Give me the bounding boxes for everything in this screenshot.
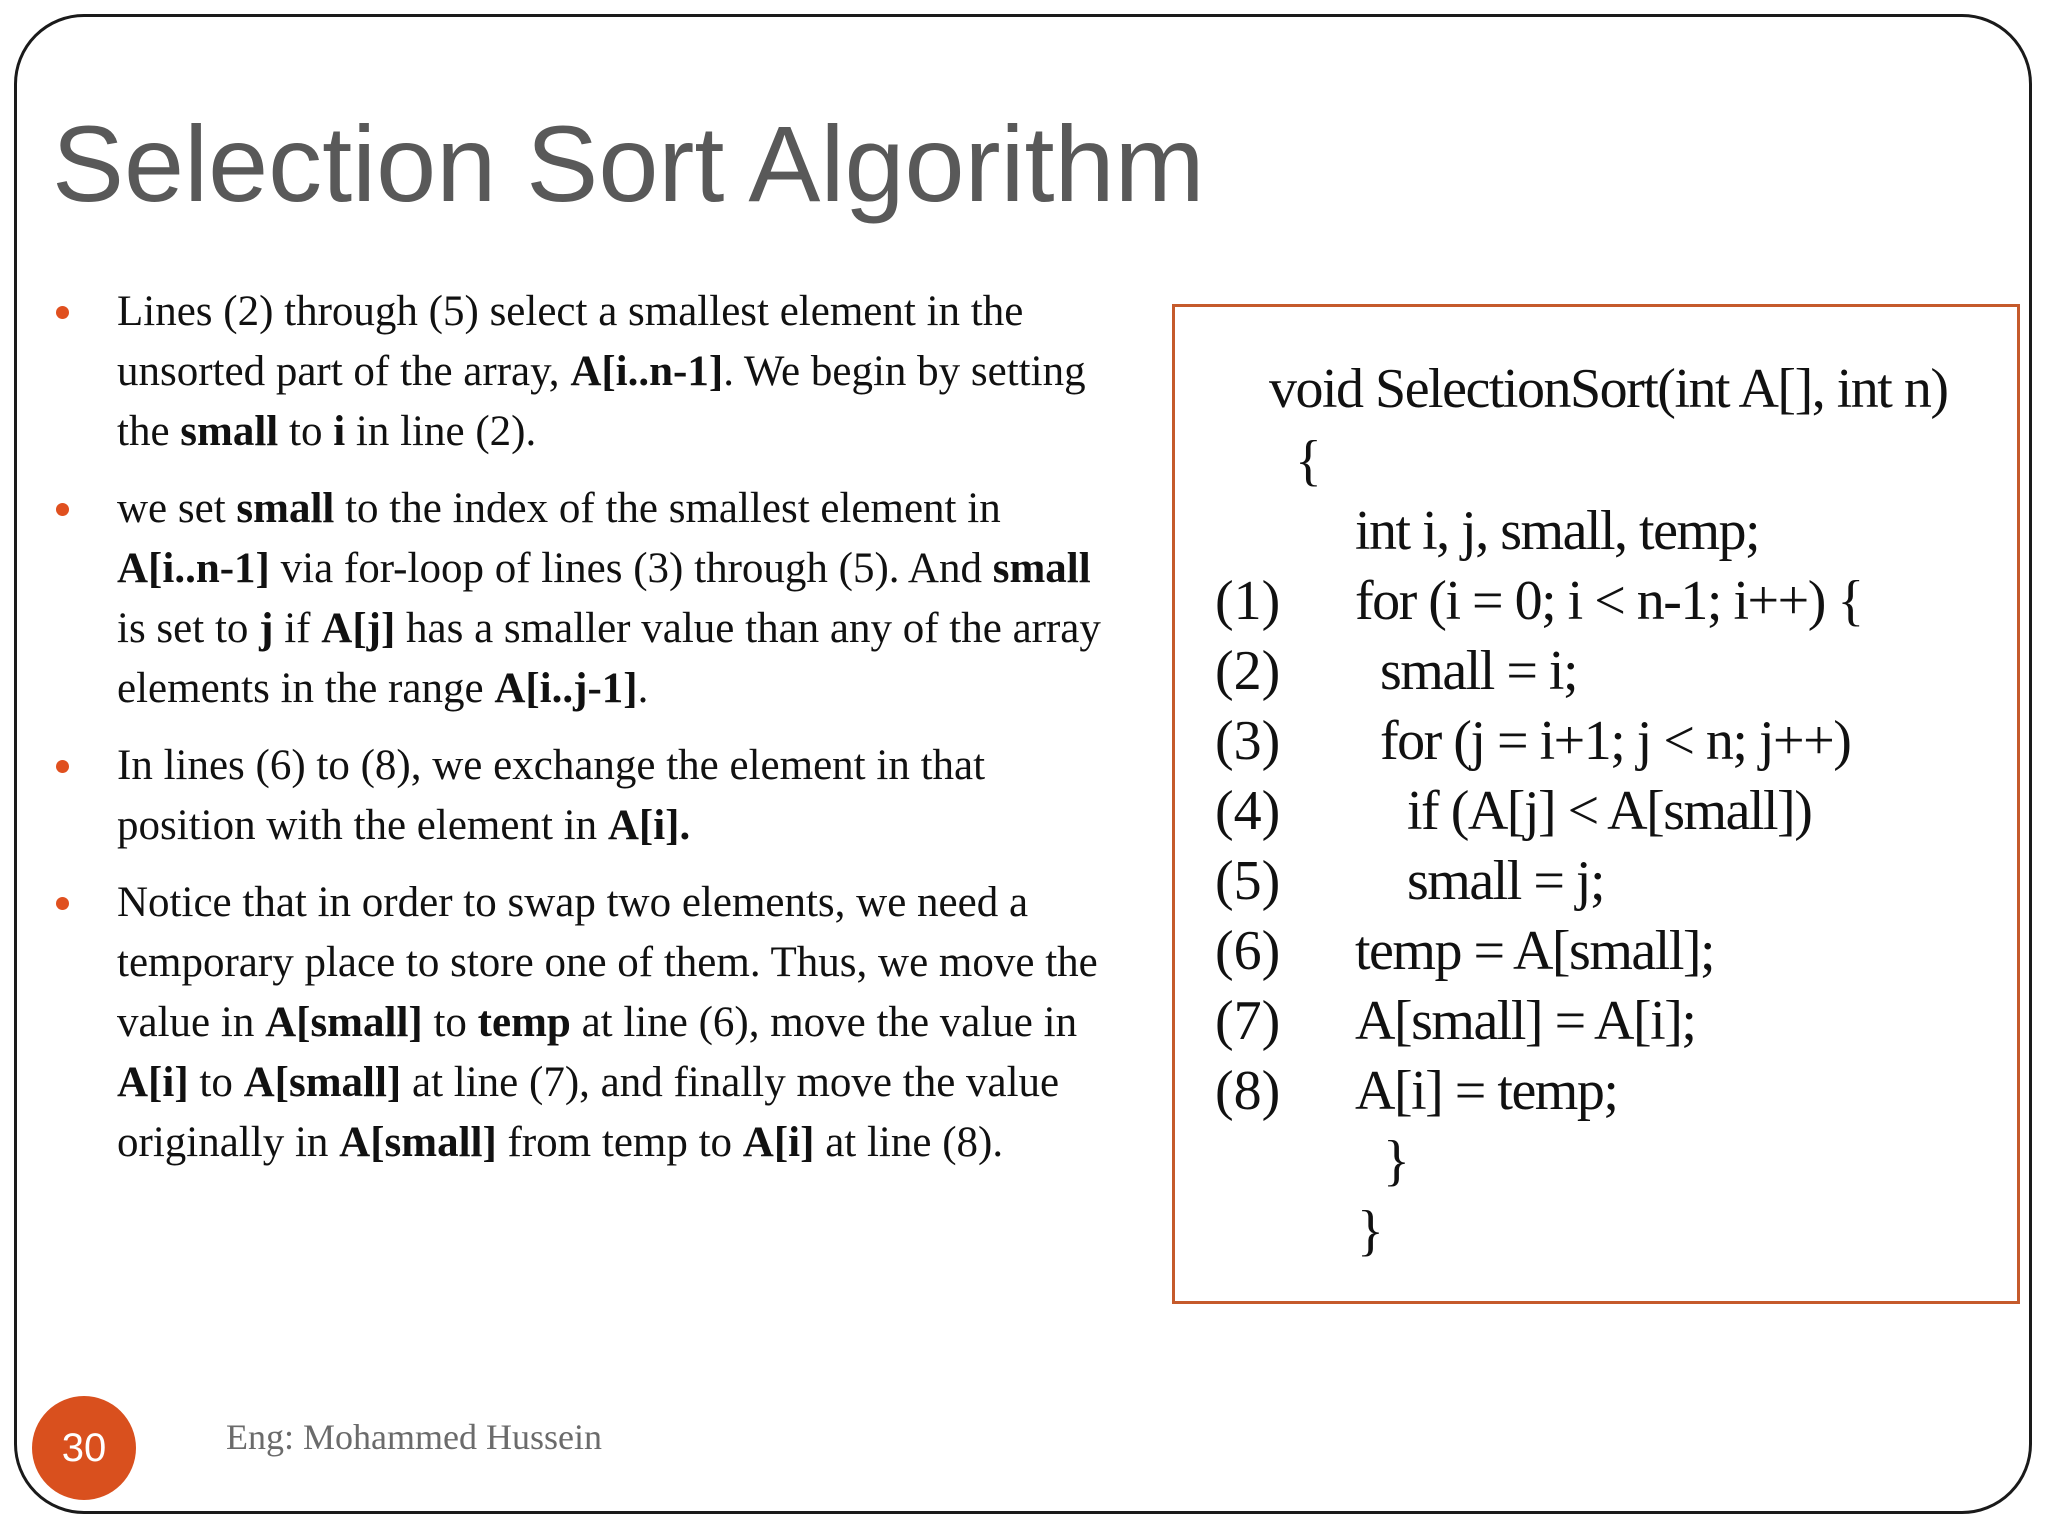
code-declaration: int i, j, small, temp; — [1355, 500, 1760, 562]
bullet-text: In lines (6) to (8), we exchange the element in that position with the element in A[i]. — [117, 742, 986, 849]
line-number: (3) — [1215, 710, 1281, 772]
line-number: (8) — [1215, 1060, 1281, 1122]
bullet-dot-icon — [56, 897, 69, 910]
bullet-text: Notice that in order to swap two elements, we need a temporary place to store one of them. Thus, we move the value in A[small] to temp at line (6), move the value in A[i] to A[small] at line (7), and finally move the value originally in A[small] from temp to A[i] at line (8). — [117, 879, 1098, 1166]
bullet-item — [52, 282, 1112, 462]
code-line: A[small] = A[i]; — [1355, 990, 1696, 1052]
line-number: (1) — [1215, 570, 1281, 632]
line-number: (7) — [1215, 990, 1281, 1052]
line-number: (2) — [1215, 640, 1281, 702]
code-line: if (A[j] < A[small]) — [1407, 780, 1812, 842]
bullet-dot-icon — [56, 503, 69, 516]
code-line: for (i = 0; i < n-1; i++) { — [1355, 570, 1863, 632]
page-number-badge: 30 — [32, 1396, 136, 1500]
bullet-text: Lines (2) through (5) select a smallest element in the unsorted part of the array, A[i..n-1]. We begin by setting the small to i in line (2). — [117, 288, 1086, 455]
bullet-item — [52, 736, 1112, 856]
line-number: (5) — [1215, 850, 1281, 912]
bullet-item — [52, 873, 1112, 1173]
code-inner-close-brace: } — [1383, 1130, 1409, 1192]
slide-title: Selection Sort Algorithm — [52, 103, 1205, 224]
code-open-brace: { — [1295, 430, 1321, 492]
code-line: small = i; — [1380, 640, 1578, 702]
code-line: temp = A[small]; — [1355, 920, 1715, 982]
code-listing-box — [1172, 304, 2020, 1304]
bullet-list — [52, 282, 1112, 1190]
bullet-dot-icon — [56, 760, 69, 773]
bullet-item — [52, 479, 1112, 719]
bullet-text: we set small to the index of the smallest element in A[i..n-1] via for-loop of lines (3) through (5). And small is set to j if A[j] has a smaller value than any of the array elements in the range A[i..j-1]. — [117, 485, 1101, 712]
code-outer-close-brace: } — [1357, 1200, 1383, 1262]
code-line: A[i] = temp; — [1355, 1060, 1618, 1122]
line-number: (4) — [1215, 780, 1281, 842]
line-number: (6) — [1215, 920, 1281, 982]
code-header: void SelectionSort(int A[], int n) — [1269, 358, 1948, 420]
code-line: small = j; — [1407, 850, 1605, 912]
code-line: for (j = i+1; j < n; j++) — [1380, 710, 1851, 772]
bullet-dot-icon — [56, 306, 69, 319]
footer-author: Eng: Mohammed Hussein — [226, 1417, 602, 1457]
